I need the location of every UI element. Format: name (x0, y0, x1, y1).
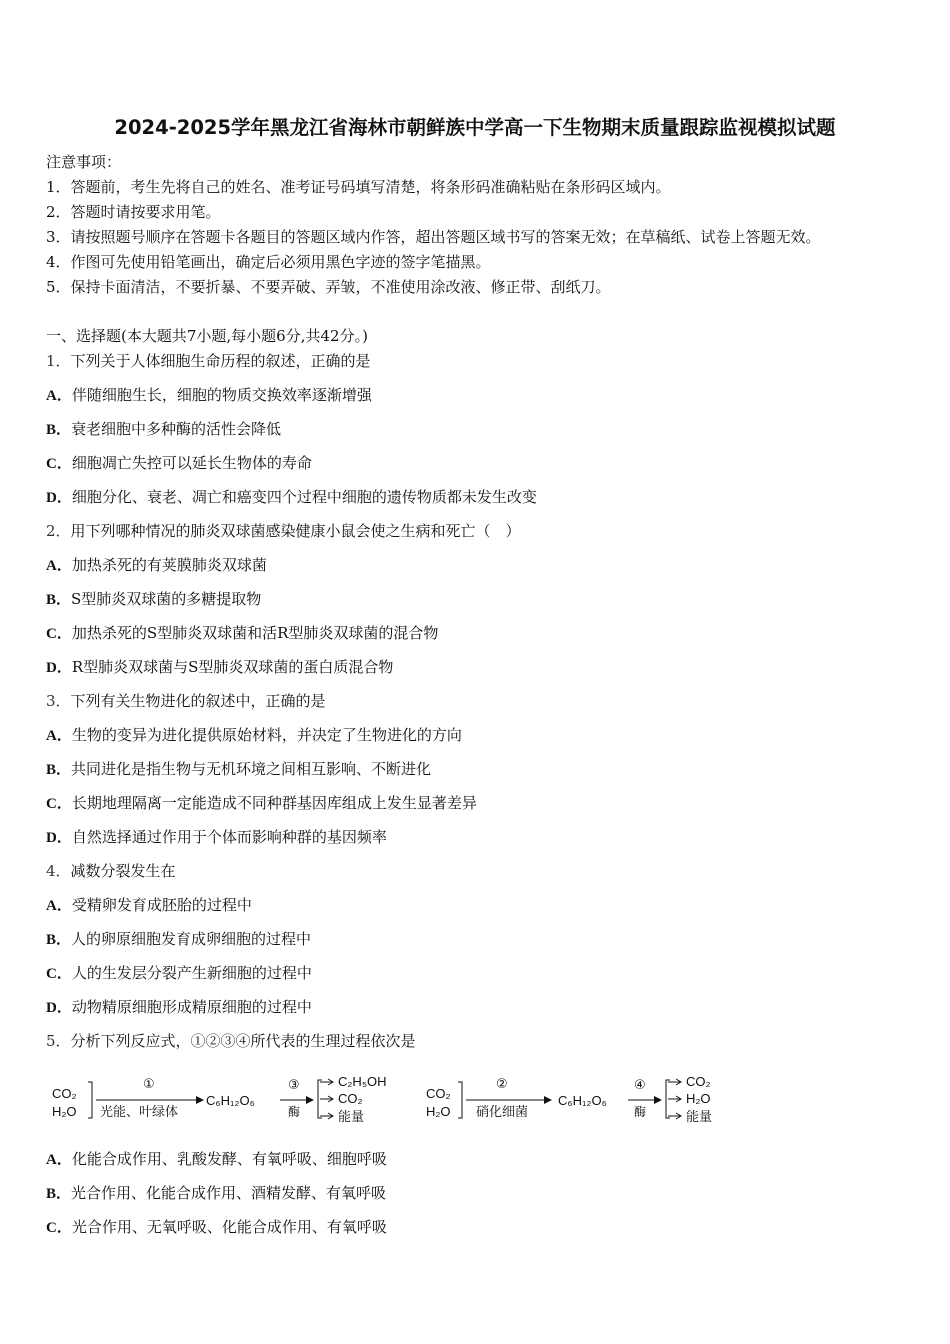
notice-item: 5．保持卡面清洁，不要折暴、不要弄破、弄皱，不准使用涂改液、修正带、刮纸刀。 (46, 278, 611, 296)
option (46, 589, 261, 610)
option (46, 1217, 387, 1238)
reactant: H₂O (426, 1104, 451, 1119)
step-condition: 硝化细菌 (476, 1105, 529, 1120)
product: 能量 (338, 1110, 365, 1125)
step-label: ③ (288, 1078, 300, 1093)
step-condition: 光能、叶绿体 (100, 1105, 179, 1120)
reactant: CO₂ (52, 1086, 77, 1101)
bracket (458, 1082, 462, 1118)
option-letter: B． (46, 1186, 72, 1202)
option-letter: C． (46, 796, 72, 812)
option-letter: C． (46, 966, 72, 982)
page-title: 2024-2025学年黑龙江省海林市朝鲜族中学高一下生物期末质量跟踪监视模拟试题 (114, 116, 836, 139)
option (46, 793, 477, 814)
option-letter: C． (46, 456, 72, 472)
option (46, 1183, 386, 1204)
option-text: 人的卵原细胞发育成卵细胞的过程中 (71, 930, 312, 948)
step-condition: 酶 (634, 1105, 647, 1119)
option-letter: A． (46, 558, 72, 574)
question-stem (46, 351, 371, 371)
question-number: 3． (46, 692, 71, 710)
intermediate: C₆H₁₂O₆ (558, 1093, 607, 1108)
option-text: 光合作用、化能合成作用、酒精发酵、有氧呼吸 (71, 1184, 387, 1202)
option-letter: D． (46, 490, 72, 506)
option (46, 623, 438, 644)
option (46, 963, 312, 984)
option-text: 动物精原细胞形成精原细胞的过程中 (71, 998, 312, 1016)
option (46, 997, 312, 1018)
section-heading: 一、选择题(本大题共7小题,每小题6分,共42分。) (46, 327, 368, 345)
option-text: 自然选择通过作用于个体而影响种群的基因频率 (71, 828, 387, 846)
product: H₂O (686, 1091, 711, 1106)
option (46, 759, 431, 780)
product: CO₂ (338, 1091, 363, 1106)
option-letter: D． (46, 1000, 72, 1016)
option-text: 共同进化是指生物与无机环境之间相互影响、不断进化 (71, 760, 432, 778)
option-letter: A． (46, 728, 72, 744)
notice-item: 2．答题时请按要求用笔。 (46, 203, 221, 221)
reactant: CO₂ (426, 1086, 451, 1101)
product: C₂H₅OH (338, 1074, 387, 1089)
option-text: 伴随细胞生长，细胞的物质交换效率逐渐增强 (71, 386, 372, 404)
option-letter: B． (46, 422, 72, 438)
option-text: 化能合成作用、乳酸发酵、有氧呼吸、细胞呼吸 (71, 1150, 387, 1168)
notice-item: 3．请按照题号顺序在答题卡各题目的答题区域内作答，超出答题区域书写的答案无效；在草稿纸、试卷上答题无效。 (46, 228, 821, 246)
notice-item: 4．作图可先使用铅笔画出，确定后必须用黑色字迹的签字笔描黑。 (46, 253, 491, 271)
question-text: 下列关于人体细胞生命历程的叙述，正确的是 (70, 352, 371, 370)
question-text: 减数分裂发生在 (70, 862, 176, 880)
option-text: R型肺炎双球菌与S型肺炎双球菌的蛋白质混合物 (71, 658, 394, 676)
option-text: 人的生发层分裂产生新细胞的过程中 (71, 964, 312, 982)
question-stem (46, 861, 176, 881)
option-letter: A． (46, 388, 72, 404)
product: CO₂ (686, 1074, 711, 1089)
question-number: 4． (46, 862, 71, 880)
arrow-head (654, 1096, 662, 1104)
option-text: 加热杀死的S型肺炎双球菌和活R型肺炎双球菌的混合物 (71, 624, 439, 642)
option-text: 生物的变异为进化提供原始材料，并决定了生物进化的方向 (71, 726, 462, 744)
option-text: 衰老细胞中多种酶的活性会降低 (71, 420, 282, 438)
question-number: 1． (46, 352, 71, 370)
option-text: 细胞分化、衰老、凋亡和癌变四个过程中细胞的遗传物质都未发生改变 (71, 488, 537, 506)
option (46, 895, 252, 916)
step-label: ① (143, 1077, 155, 1092)
option (46, 385, 372, 406)
option (46, 827, 387, 848)
option-letter: A． (46, 898, 72, 914)
option-text: 加热杀死的有荚膜肺炎双球菌 (71, 556, 267, 574)
intermediate: C₆H₁₂O₆ (206, 1093, 255, 1108)
option-letter: C． (46, 1220, 72, 1236)
arrow-head (320, 1096, 333, 1102)
question-text: 分析下列反应式，①②③④所代表的生理过程依次是 (70, 1032, 416, 1050)
option (46, 929, 311, 950)
option (46, 555, 267, 576)
arrow-head (196, 1096, 204, 1104)
option-text: 细胞凋亡失控可以延长生物体的寿命 (71, 454, 312, 472)
option-letter: D． (46, 830, 72, 846)
option-text: 受精卵发育成胚胎的过程中 (71, 896, 252, 914)
question-text: 用下列哪种情况的肺炎双球菌感染健康小鼠会使之生病和死亡（ ） (70, 522, 521, 540)
question-stem (46, 691, 326, 711)
step-condition: 酶 (288, 1105, 301, 1119)
option (46, 657, 393, 678)
option (46, 1149, 387, 1170)
notice-heading: 注意事项： (46, 153, 122, 171)
notice-item: 1．答题前，考生先将自己的姓名、准考证号码填写清楚，将条形码准确粘贴在条形码区域内。 (46, 178, 671, 196)
question-number: 2． (46, 522, 71, 540)
option (46, 487, 537, 508)
option-letter: B． (46, 762, 72, 778)
arrow-head (668, 1096, 681, 1102)
bracket (88, 1082, 92, 1118)
arrow-head (306, 1096, 314, 1104)
reaction-diagram (50, 1068, 730, 1132)
option-letter: B． (46, 932, 72, 948)
option-letter: C． (46, 626, 72, 642)
question-stem (46, 521, 521, 541)
option-text: S型肺炎双球菌的多糖提取物 (71, 590, 262, 608)
option-text: 光合作用、无氧呼吸、化能合成作用、有氧呼吸 (71, 1218, 387, 1236)
reactant: H₂O (52, 1104, 77, 1119)
product: 能量 (686, 1110, 713, 1125)
option (46, 453, 312, 474)
option-text: 长期地理隔离一定能造成不同种群基因库组成上发生显著差异 (71, 794, 477, 812)
question-number: 5． (46, 1032, 71, 1050)
step-label: ④ (634, 1078, 646, 1093)
question-text: 下列有关生物进化的叙述中，正确的是 (70, 692, 326, 710)
option (46, 725, 462, 746)
step-label: ② (496, 1077, 508, 1092)
option-letter: D． (46, 660, 72, 676)
option-letter: B． (46, 592, 72, 608)
option (46, 419, 281, 440)
arrow-head (544, 1096, 552, 1104)
option-letter: A． (46, 1152, 72, 1168)
question-stem (46, 1031, 416, 1051)
